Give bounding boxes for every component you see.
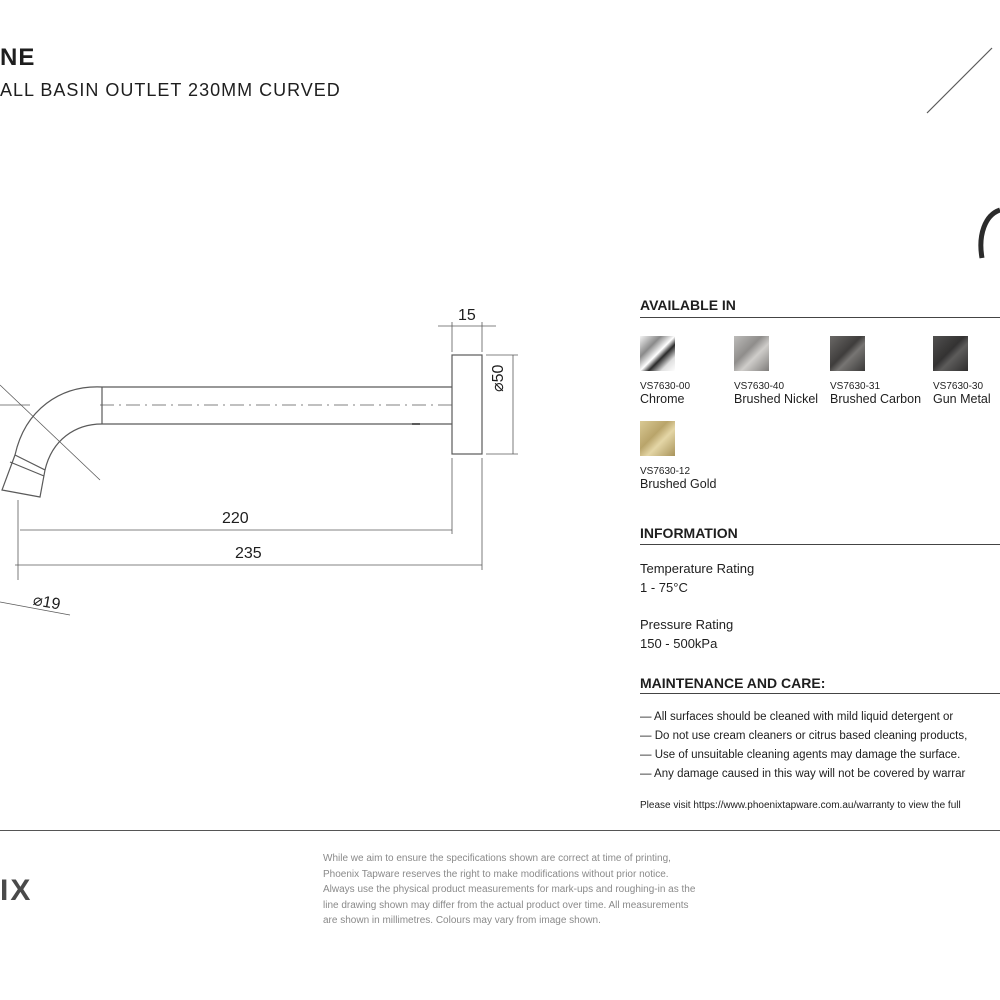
disclaimer-line: Phoenix Tapware reserves the right to make modifications without prior notice. [323,868,669,880]
finish-brushed-carbon [830,336,921,406]
finish-name: Gun Metal [933,392,991,406]
dim-label-50: ⌀50 [490,364,507,392]
finish-name: Brushed Nickel [734,392,819,406]
finish-gun-metal [933,336,991,406]
finish-chrome [640,336,690,406]
finish-name: Brushed Gold [640,477,717,491]
finish-swatch-gun-metal [933,336,968,371]
wall-flange [452,355,482,454]
finish-brushed-gold [640,421,716,491]
available-rule [640,317,1000,318]
finish-swatch-brushed-nickel [734,336,769,371]
product-title: NE [0,44,36,71]
finish-code: VS7630-12 [640,466,691,477]
outlet-ring-line [10,462,44,476]
dim-label-15: 15 [458,307,476,324]
disclaimer-line: Always use the physical product measurements for mark-ups and roughing-in as the [323,884,696,896]
disclaimer [323,851,753,929]
construction-line [0,385,100,480]
information-heading: INFORMATION [640,525,738,541]
finish-name: Brushed Carbon [830,392,922,406]
available-heading: AVAILABLE IN [640,297,736,313]
temperature-label: Temperature Rating [640,561,755,576]
finish-name: Chrome [640,392,685,406]
disclaimer-line: are shown in millimetres. Colours may vary from image shown. [323,915,601,927]
dim-label-220: 220 [222,510,249,527]
finish-code: VS7630-31 [830,381,881,392]
footer-divider [0,830,1000,831]
finish-code: VS7630-00 [640,381,691,392]
spout-curve-inner [45,424,102,470]
care-item: — Use of unsuitable cleaning agents may damage the surface. [640,749,961,761]
brand-logo-text: IX [0,874,33,907]
temperature-value: 1 - 75°C [640,580,688,595]
finish-code: VS7630-30 [933,381,984,392]
warranty-visit-text: Please visit https://www.phoenixtapware.com.au/warranty to view the full [640,800,961,811]
spout-outlet [2,455,45,497]
product-subtitle: ALL BASIN OUTLET 230MM CURVED [0,80,341,100]
dim-label-19: ⌀19 [31,591,62,614]
disclaimer-line: line drawing shown may differ from the actual product over time. All measurements [323,899,689,911]
care-item: — Do not use cream cleaners or citrus based cleaning products, [640,730,968,742]
care-item: — All surfaces should be cleaned with mild liquid detergent or [640,711,954,723]
maintenance-rule [640,693,1000,694]
finish-brushed-nickel [734,336,818,406]
disclaimer-line: While we aim to ensure the specifications shown are correct at time of printing, [323,853,671,864]
care-item: — Any damage caused in this way will not be covered by warrar [640,768,966,780]
decor-diagonal-line [927,48,992,113]
maintenance-heading: MAINTENANCE AND CARE: [640,675,826,691]
pressure-value: 150 - 500kPa [640,636,718,651]
product-photo-fragment [981,210,1000,258]
spout-curve-outer [15,387,102,455]
finish-code: VS7630-40 [734,381,785,392]
finish-swatch-brushed-carbon [830,336,865,371]
pressure-label: Pressure Rating [640,617,734,632]
dim-label-235: 235 [235,545,262,562]
finish-swatch-chrome [640,336,675,371]
finish-swatch-brushed-gold [640,421,675,456]
information-rule [640,544,1000,545]
